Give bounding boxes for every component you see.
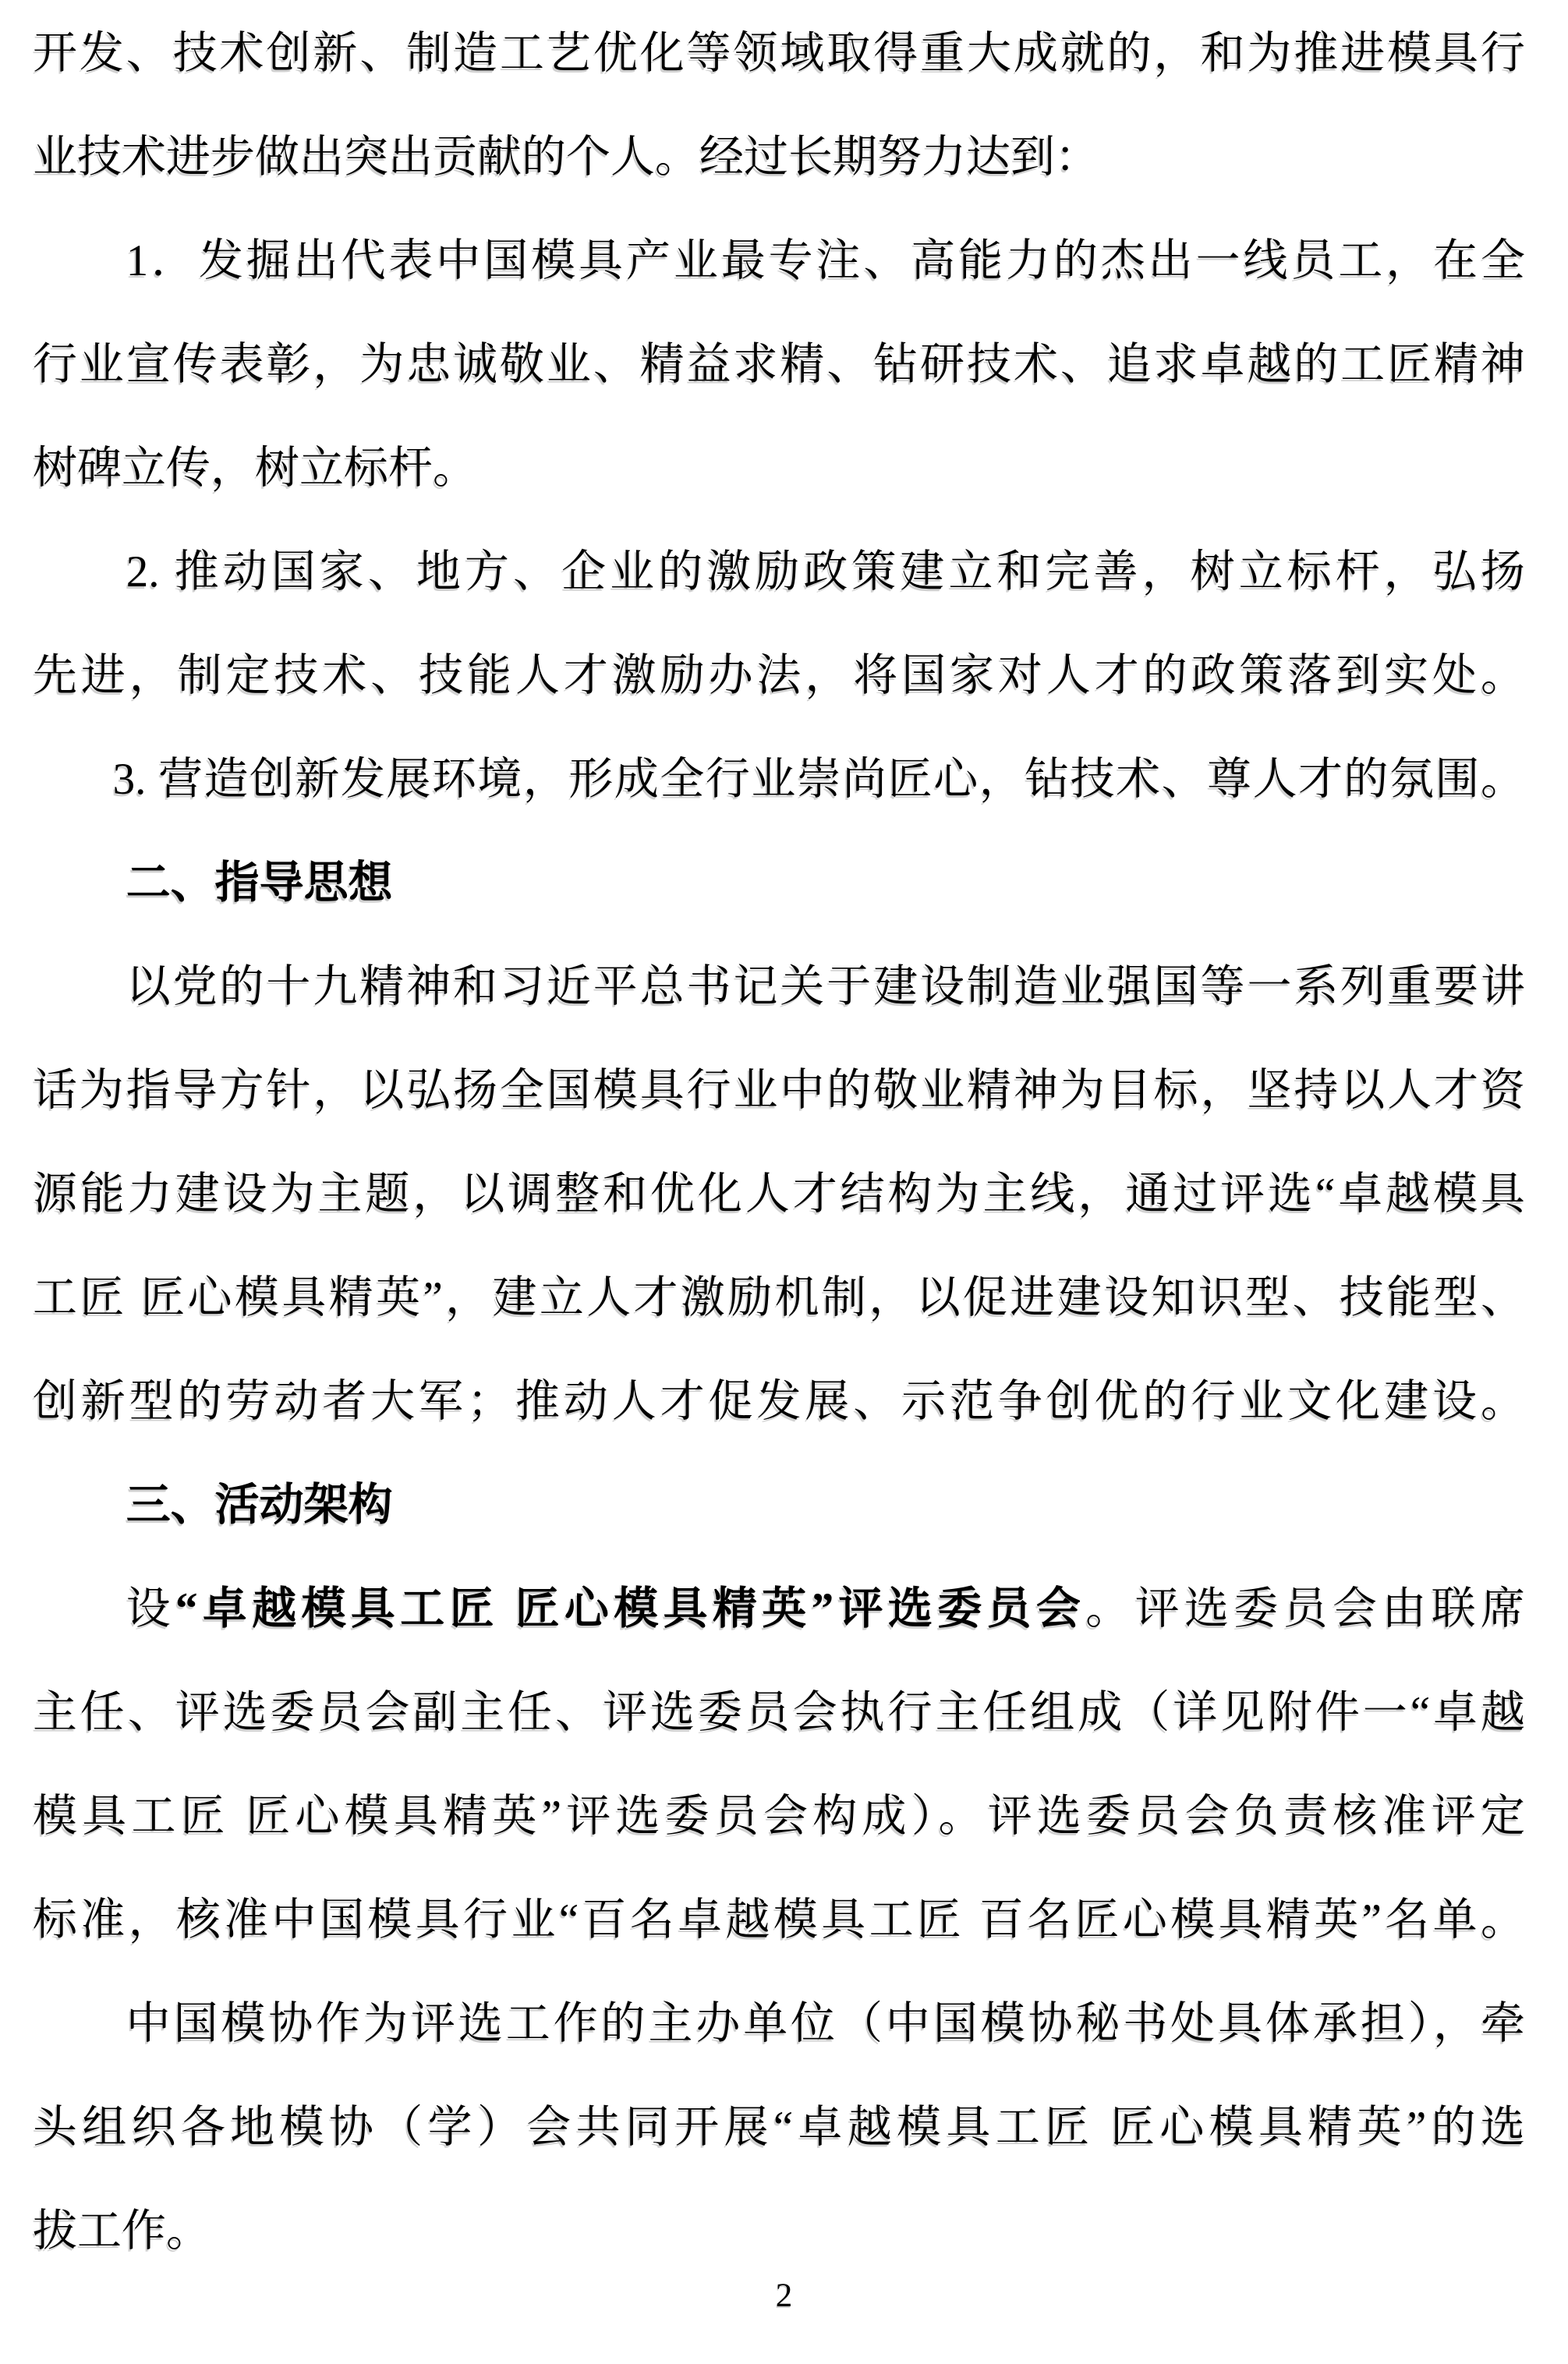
text-line-3 — [33, 209, 1525, 313]
text-line-11 — [33, 1039, 1525, 1142]
page-number: 2 — [775, 2277, 793, 2314]
text-line-5 — [33, 416, 1525, 520]
text-line-12 — [33, 1142, 1525, 1246]
text-run: 头组织各地模协（学）会共同开展“卓越模具工匠 匠心模具精英”的选 — [33, 2103, 1525, 2152]
text-run: 1．发掘出代表中国模具产业最专注、高能力的杰出一线员工，在全 — [126, 236, 1525, 285]
text-run: 工匠 匠心模具精英”，建立人才激励机制，以促进建设知识型、技能型、 — [33, 1273, 1525, 1322]
text-run: 主任、评选委员会副主任、评选委员会执行主任组成（详见附件一“卓越 — [33, 1688, 1525, 1737]
text-run: 先进，制定技术、技能人才激励办法，将国家对人才的政策落到实处。 — [33, 651, 1525, 700]
bold-text-run: “卓越模具工匠 匠心模具精英”评选委员会 — [175, 1584, 1086, 1633]
text-line-8 — [33, 727, 1525, 831]
text-run: 业技术进步做出突出贡献的个人。经过长期努力达到： — [33, 133, 1099, 182]
text-run: 以党的十九精神和习近平总书记关于建设制造业强国等一系列重要讲 — [126, 962, 1525, 1011]
text-run: 中国模协作为评选工作的主办单位（中国模协秘书处具体承担），牵 — [126, 1999, 1525, 2048]
text-line-7 — [33, 624, 1525, 727]
text-line-1 — [33, 2, 1525, 105]
text-run: 模具工匠 匠心模具精英”评选委员会构成）。评选委员会负责核准评定 — [33, 1792, 1525, 1841]
text-run: 话为指导方针，以弘扬全国模具行业中的敬业精神为目标，坚持以人才资 — [33, 1066, 1525, 1115]
text-run: 2. 推动国家、地方、企业的激励政策建立和完善，树立标杆，弘扬 — [126, 547, 1525, 596]
text-line-17 — [33, 1661, 1525, 1764]
text-line-20 — [33, 1972, 1525, 2076]
text-run: 开发、技术创新、制造工艺优化等领域取得重大成就的，和为推进模具行 — [33, 29, 1525, 78]
text-run: 行业宣传表彰，为忠诚敬业、精益求精、钻研技术、追求卓越的工匠精神 — [33, 340, 1525, 389]
page-footer — [0, 2257, 1568, 2335]
text-run: 。评选委员会由联席 — [1085, 1584, 1526, 1633]
bold-text-run: 三、活动架构 — [126, 1481, 393, 1530]
text-line-15 — [33, 1453, 1525, 1557]
text-line-6 — [33, 520, 1525, 624]
document-body — [33, 2, 1525, 2283]
text-line-10 — [33, 935, 1525, 1039]
text-run: 源能力建设为主题，以调整和优化人才结构为主线，通过评选“卓越模具 — [33, 1170, 1525, 1219]
bold-text-run: 二、指导思想 — [126, 858, 393, 908]
text-run: 设 — [126, 1584, 176, 1633]
text-line-13 — [33, 1246, 1525, 1350]
text-run: 标准，核准中国模具行业“百名卓越模具工匠 百名匠心模具精英”名单。 — [33, 1895, 1525, 1945]
text-run: 拔工作。 — [33, 2207, 211, 2256]
text-line-18 — [33, 1764, 1525, 1868]
text-run: 创新型的劳动者大军；推动人才促发展、示范争创优的行业文化建设。 — [33, 1377, 1525, 1426]
text-line-9 — [33, 831, 1525, 935]
text-line-2 — [33, 105, 1525, 209]
text-run: 树碑立传，树立标杆。 — [33, 444, 477, 493]
text-line-21 — [33, 2076, 1525, 2179]
text-line-14 — [33, 1350, 1525, 1453]
text-line-4 — [33, 313, 1525, 416]
text-line-16 — [33, 1557, 1525, 1661]
text-line-19 — [33, 1868, 1525, 1972]
text-run: 3. 营造创新发展环境，形成全行业崇尚匠心，钻技术、尊人才的氛围。 — [112, 755, 1525, 804]
